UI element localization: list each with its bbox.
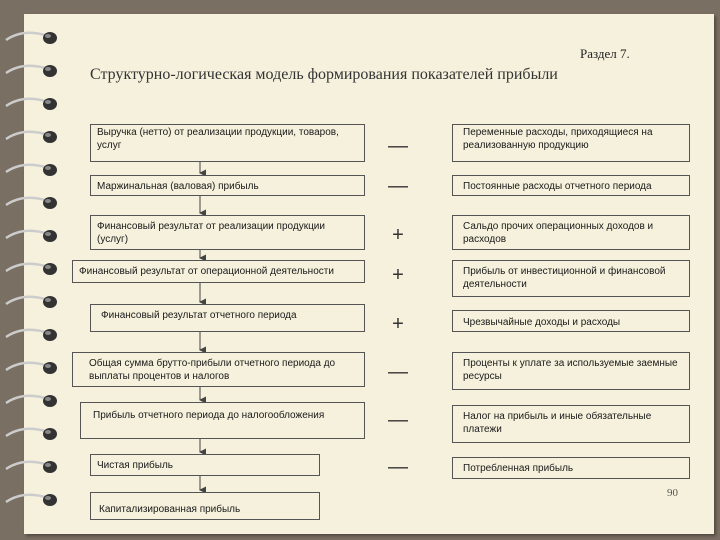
left-box-pretax-profit: Прибыль отчетного периода до налогообложения: [80, 402, 365, 439]
left-box-revenue: Выручка (нетто) от реализации продукции, товаров, услуг: [90, 124, 365, 162]
operator-plus: +: [392, 264, 404, 286]
operator-minus: —: [388, 456, 408, 478]
right-box-fixed-costs: Постоянные расходы отчетного периода: [452, 175, 690, 196]
right-box-other-operating: Сальдо прочих операционных доходов и расходов: [452, 215, 690, 250]
operator-plus: +: [392, 224, 404, 246]
final-box-capitalized-profit: Капитализированная прибыль: [90, 492, 320, 520]
right-box-variable-costs: Переменные расходы, приходящиеся на реализованную продукцию: [452, 124, 690, 162]
section-label: Раздел 7.: [580, 46, 630, 61]
right-box-income-tax: Налог на прибыль и иные обязательные платежи: [452, 405, 690, 443]
page-number: 90: [667, 487, 678, 499]
operator-minus: —: [388, 135, 408, 157]
right-box-consumed-profit: Потребленная прибыль: [452, 457, 690, 479]
operator-minus: —: [388, 361, 408, 383]
operator-minus: —: [388, 175, 408, 197]
right-box-investment-profit: Прибыль от инвестиционной и финансовой деятельности: [452, 260, 690, 297]
right-box-extraordinary: Чрезвычайные доходы и расходы: [452, 310, 690, 332]
page-title: Структурно-логическая модель формирования показателей прибыли: [90, 66, 558, 83]
left-box-gross-profit: Общая сумма брутто-прибыли отчетного периода до выплаты процентов и налогов: [72, 352, 365, 387]
operator-plus: +: [392, 313, 404, 335]
left-box-sales-result: Финансовый результат от реализации продукции (услуг): [90, 215, 365, 250]
left-box-operating-result: Финансовый результат от операционной деятельности: [72, 260, 365, 283]
operator-minus: —: [388, 409, 408, 431]
left-box-net-profit: Чистая прибыль: [90, 454, 320, 476]
left-box-period-result: Финансовый результат отчетного периода: [90, 304, 365, 332]
left-box-margin-profit: Маржинальная (валовая) прибыль: [90, 175, 365, 196]
right-box-interest-payable: Проценты к уплате за используемые заемные ресурсы: [452, 352, 690, 390]
